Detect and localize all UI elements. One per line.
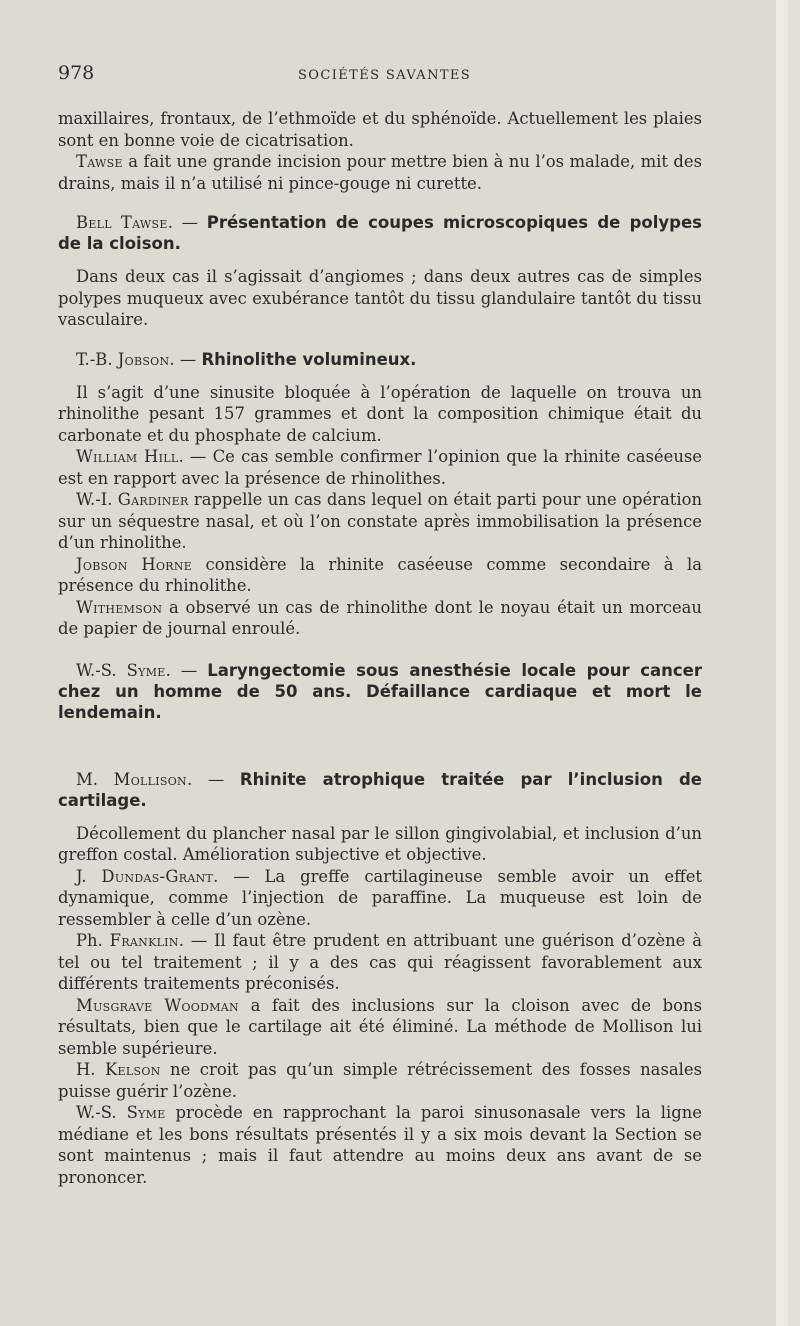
paragraph (58, 995, 702, 1060)
paragraph-text: . — Il faut être prudent en attribuant une guérison d’ozène à tel ou tel traitement ; il y a des cas qui réagissent favorablement aux différents traitements préconisés. (58, 931, 702, 993)
paragraph (58, 866, 702, 931)
paragraph (58, 554, 702, 597)
paragraph: Décollement du plancher nasal par le sillon gingivolabial, et inclusion d’un greffon costal. Amélioration subjective et objective. (58, 823, 702, 864)
paragraph: maxillaires, frontaux, de l’ethmoïde et du sphénoïde. Actuellement les plaies sont en bonne voie de cicatrisation. (58, 109, 702, 150)
paragraph (58, 489, 702, 554)
paragraph (58, 151, 702, 194)
paragraph-text: considère la rhinite caséeuse comme secondaire à la présence du rhinolithe. (58, 554, 702, 595)
author-name: Gardiner (117, 490, 189, 509)
section-title: Rhinite atrophique traitée par l’inclusion de cartilage. (58, 769, 702, 810)
paragraph-text: . — La greffe cartilagineuse semble avoir un effet dynamique, comme l’injection de paraffine. La muqueuse est loin de ressembler à celle d’un ozène. (58, 866, 702, 929)
author-name: Dundas-Grant (101, 866, 214, 886)
paragraph (58, 930, 702, 995)
author-initials: H. (76, 1060, 105, 1079)
author-name: Withemson (76, 597, 163, 617)
author-name: Kelson (105, 1060, 161, 1079)
author-initials: T.-B. (76, 349, 118, 369)
author-name: Jobson (117, 349, 170, 369)
paragraph (58, 446, 702, 489)
paragraph: Dans deux cas il s’agissait d’angiomes ; dans deux autres cas de simples polypes muqueux avec exubérance tantôt du tissu glandulaire tantôt du tissu vasculaire. (58, 267, 702, 329)
author-initials: W.-S. (76, 660, 127, 680)
author-name: Syme (126, 1103, 166, 1122)
paragraph-text: a fait une grande incision pour mettre bien à nu l’os malade, mit des drains, mais il n’a utilisé ni pince-gouge ni curette. (58, 152, 702, 193)
paragraph-text: procède en rapprochant la paroi sinusonasale vers la ligne médiane et les bons résultats présentés il y a six mois devant la Section se sont maintenus ; mais il faut attendre au moins deux ans avant de se prononcer. (58, 1103, 702, 1187)
paragraph (58, 1102, 702, 1188)
paragraph (58, 1059, 702, 1102)
paragraph-text: a fait des inclusions sur la cloison avec de bons résultats, bien que le cartilage ait été éliminé. La méthode de Mollison lui semble supérieure. (58, 995, 703, 1058)
separator: . — (186, 769, 240, 789)
section-heading (58, 349, 702, 370)
author-initials: W.-S. (76, 1103, 127, 1122)
author-name: Musgrave Woodman (76, 995, 239, 1015)
author-initials: W.-I. (76, 490, 118, 509)
author-name: Bell Tawse (76, 213, 168, 232)
separator: . — (165, 660, 208, 680)
section-title: Laryngectomie sous anesthésie locale pour cancer chez un homme de 50 ans. Défaillance cardiaque et mort le lendemain. (58, 660, 702, 722)
author-name: Tawse (76, 152, 123, 171)
section-heading (58, 660, 702, 723)
paragraph-text: ne croit pas qu’un simple rétrécissement des fosses nasales puisse guérir l’ozène. (58, 1060, 702, 1101)
section-heading (58, 769, 702, 811)
page-edge (776, 0, 788, 1326)
author-name: Mollison (113, 769, 187, 789)
author-name: Franklin (109, 931, 179, 950)
spacer (58, 735, 702, 751)
page-header (58, 62, 718, 86)
section-title: Rhinolithe volumineux. (201, 349, 417, 369)
author-initials: M. (76, 769, 114, 789)
running-title: SOCIÉTÉS SAVANTES (298, 68, 472, 83)
section-title: Présentation de coupes microscopiques de polypes de la cloison. (58, 213, 702, 253)
paragraph: Il s’agit d’une sinusite bloquée à l’opération de laquelle on trouva un rhinolithe pesant 157 grammes et dont la composition chimique était du carbonate et du phosphate de calcium. (58, 382, 702, 445)
paragraph-text: . — Ce cas semble confirmer l’opinion que la rhinite caséeuse est en rapport avec la présence de rhinolithes. (58, 447, 702, 488)
author-initials: J. (76, 866, 102, 886)
separator: . — (167, 213, 207, 232)
article-body (58, 108, 702, 1188)
paragraph-text: a observé un cas de rhinolithe dont le noyau était un morceau de papier de journal enroulé. (58, 597, 702, 638)
section-heading (58, 212, 702, 254)
paragraph-text: rappelle un cas dans lequel on était parti pour une opération sur un séquestre nasal, et où l’on constate après immobilisation la présence d’un rhinolithe. (58, 490, 703, 552)
separator: . — (169, 349, 202, 369)
author-name: William Hill (76, 447, 179, 466)
paragraph (58, 597, 702, 640)
page-number: 978 (58, 62, 95, 84)
spacer (58, 640, 702, 642)
author-name: Syme (126, 660, 166, 680)
author-initials: Ph. (76, 931, 110, 950)
author-name: Jobson Horne (76, 554, 193, 574)
